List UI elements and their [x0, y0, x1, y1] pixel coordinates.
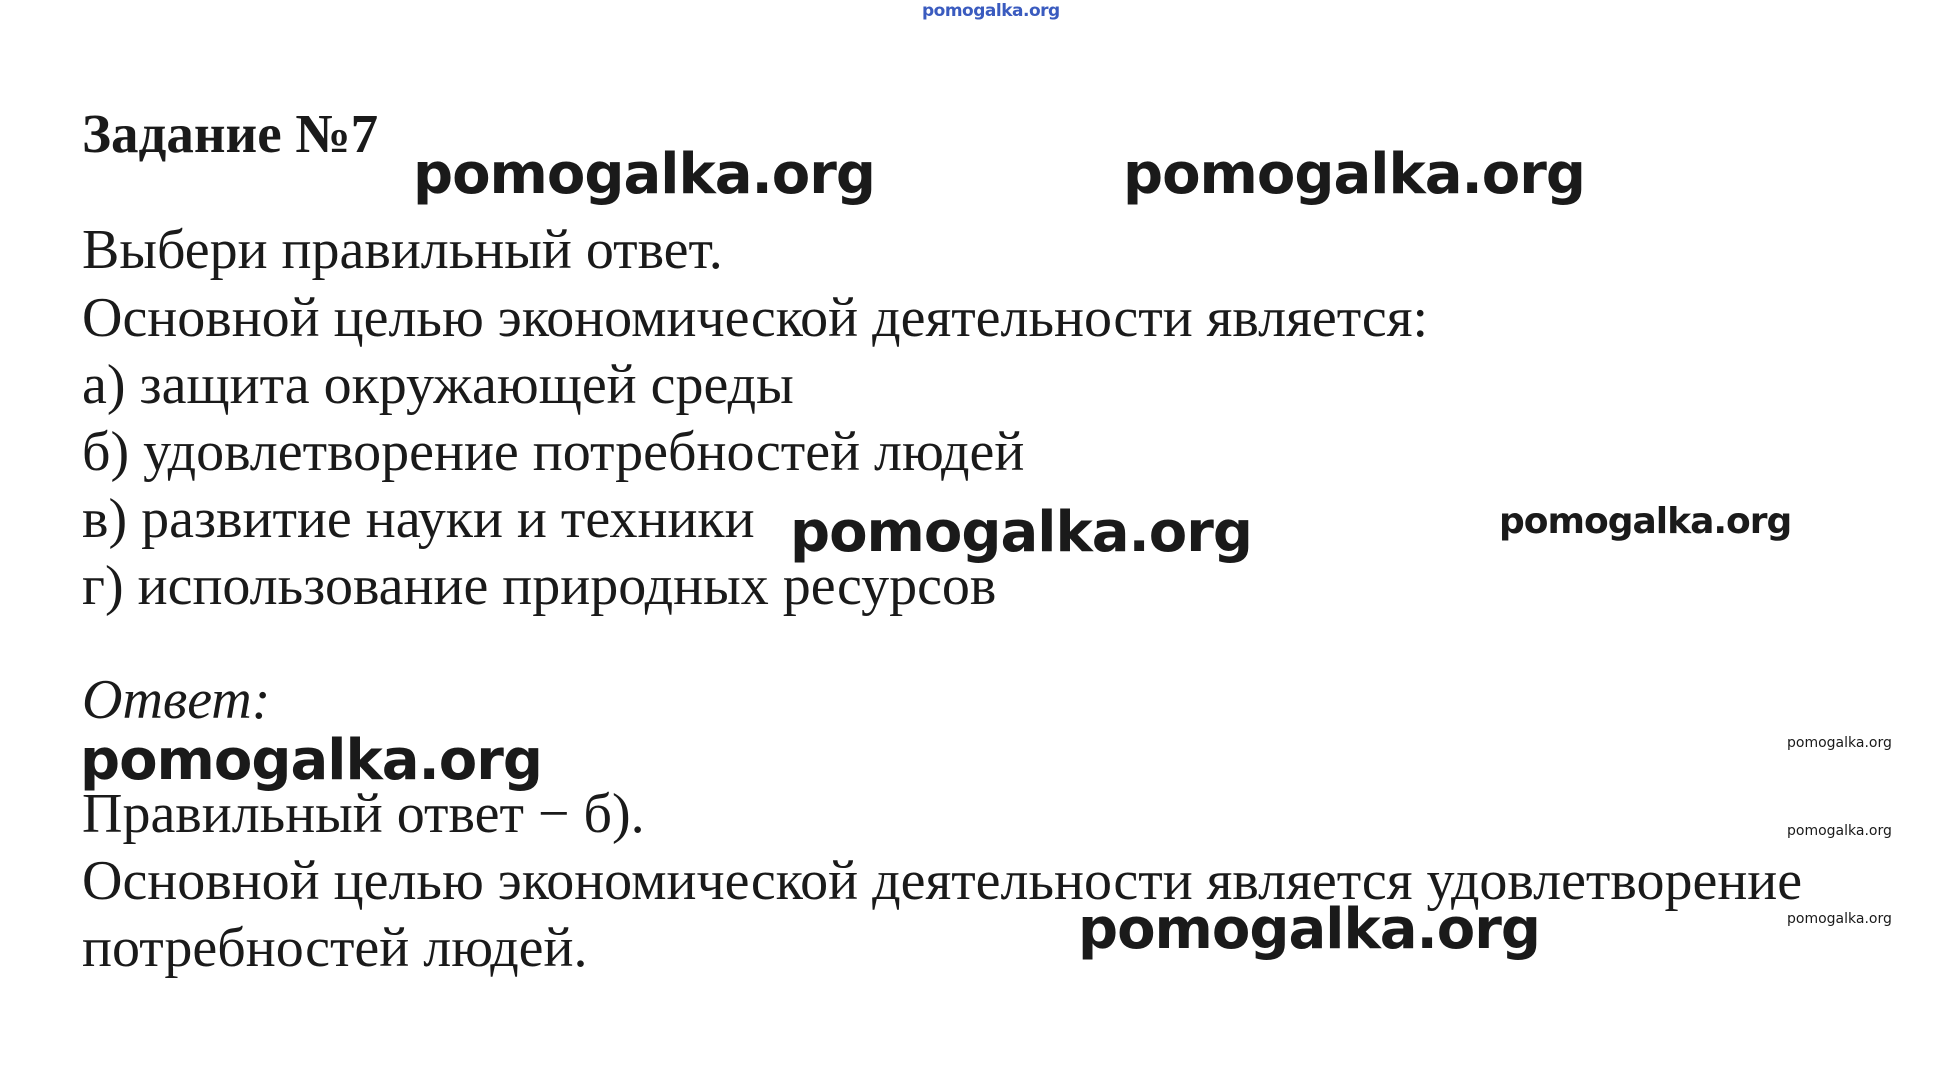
watermark: pomogalka.org	[1078, 897, 1540, 962]
watermark: pomogalka.org	[1499, 501, 1792, 542]
option-c: в) развитие науки и техники	[82, 488, 755, 550]
answer-heading: Ответ:	[82, 669, 271, 731]
watermark: pomogalka.org	[413, 142, 875, 207]
watermark: pomogalka.org	[1123, 142, 1585, 207]
header-watermark: pomogalka.org	[922, 1, 1060, 21]
task-question: Основной целью экономической деятельности является:	[82, 287, 1429, 349]
watermark: pomogalka.org	[1787, 735, 1892, 751]
task-title: Задание №7	[82, 103, 379, 164]
watermark: pomogalka.org	[790, 500, 1252, 565]
watermark: pomogalka.org	[1787, 823, 1892, 839]
option-a: а) защита окружающей среды	[82, 354, 794, 416]
option-d: г) использование природных ресурсов	[82, 555, 997, 617]
task-instruction: Выбери правильный ответ.	[82, 219, 723, 281]
watermark: pomogalka.org	[1787, 911, 1892, 927]
answer-line-1: Правильный ответ − б).	[82, 783, 645, 845]
answer-line-2: Основной целью экономической деятельности является удовлетворение	[82, 850, 1803, 912]
watermark: pomogalka.org	[80, 728, 542, 793]
option-b: б) удовлетворение потребностей людей	[82, 421, 1025, 483]
answer-line-3: потребностей людей.	[82, 917, 588, 979]
